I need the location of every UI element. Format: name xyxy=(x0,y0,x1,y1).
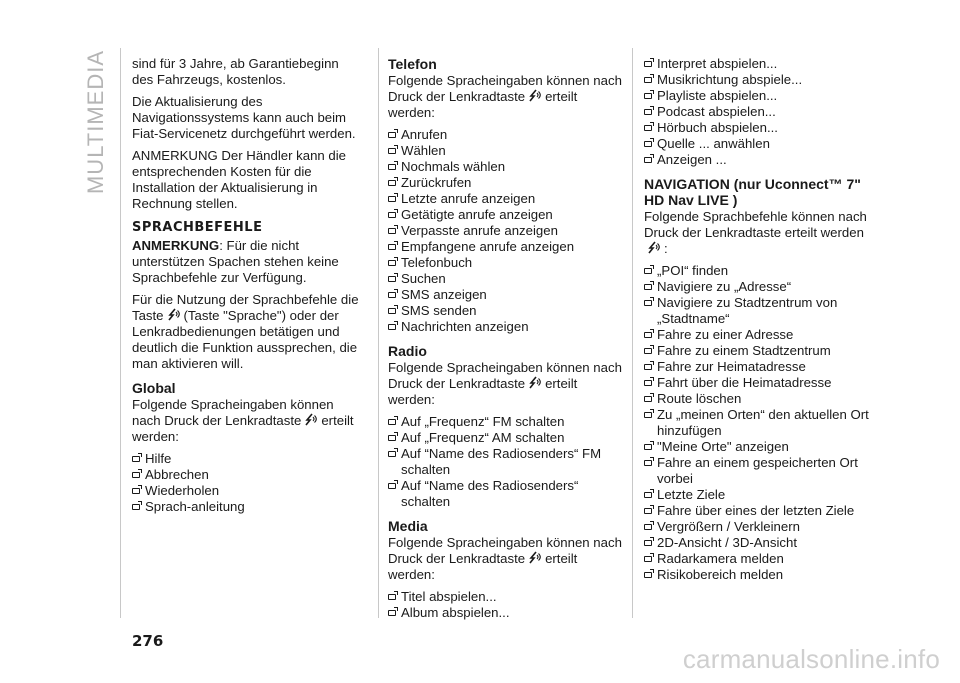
bullet-icon xyxy=(388,148,396,154)
list-item xyxy=(644,391,876,407)
list-item xyxy=(644,519,876,535)
heading-navigation: NAVIGATION (nur Uconnect™ 7" HD Nav LIVE ) xyxy=(644,176,861,208)
list-item-text: Nochmals wählen xyxy=(401,159,506,174)
voice-command-icon xyxy=(304,413,318,427)
list-item-text: Fahre zu einem Stadtzentrum xyxy=(657,343,831,358)
bullet-icon xyxy=(644,157,652,163)
telefon-command-list xyxy=(388,127,624,335)
bullet-icon xyxy=(644,444,652,450)
list-item-text: Nachrichten anzeigen xyxy=(401,319,529,334)
list-item xyxy=(388,271,624,287)
list-item xyxy=(644,343,876,359)
list-item xyxy=(644,136,876,152)
navigation-command-list xyxy=(644,263,876,583)
watermark: carmanualsonline.info xyxy=(682,644,940,674)
list-item xyxy=(388,175,624,191)
paragraph-warranty: sind für 3 Jahre, ab Garantiebeginn des Fahrzeugs, kostenlos. xyxy=(132,56,339,87)
bullet-icon xyxy=(388,324,396,330)
list-item-text: Hörbuch abspielen... xyxy=(657,120,778,135)
list-item xyxy=(644,359,876,375)
list-item-text: Fahrt über die Heimatadresse xyxy=(657,375,832,390)
bullet-icon xyxy=(388,180,396,186)
list-item xyxy=(388,589,624,605)
list-item-text: 2D-Ansicht / 3D-Ansicht xyxy=(657,535,797,550)
list-item xyxy=(388,319,624,335)
list-item xyxy=(388,239,624,255)
bullet-icon xyxy=(388,212,396,218)
bullet-icon xyxy=(644,93,652,99)
list-item xyxy=(644,551,876,567)
bullet-icon xyxy=(388,244,396,250)
list-item-text: Verpasste anrufe anzeigen xyxy=(401,223,558,238)
list-item xyxy=(644,455,876,487)
bullet-icon xyxy=(388,594,396,600)
list-item xyxy=(388,478,624,510)
list-item-text: Vergrößern / Verkleinern xyxy=(657,519,800,534)
list-item-text: Zurückrufen xyxy=(401,175,472,190)
list-item-text: SMS senden xyxy=(401,303,477,318)
list-item xyxy=(388,143,624,159)
heading-sprachbefehle: SPRACHBEFEHLE xyxy=(132,220,263,235)
list-item-text: Suchen xyxy=(401,271,446,286)
bullet-icon xyxy=(388,483,396,489)
paragraph-radio-intro: Folgende Spracheingaben können nach Druck der Lenkradtaste erteilt werden: xyxy=(388,360,622,407)
bullet-icon xyxy=(644,364,652,370)
list-item-text: „POI“ finden xyxy=(657,263,729,278)
list-item-text: SMS anzeigen xyxy=(401,287,487,302)
heading-radio: Radio xyxy=(388,343,427,359)
bullet-icon xyxy=(644,268,652,274)
list-item-text: Auf “Name des Radiosenders“ schalten xyxy=(401,478,579,509)
voice-command-icon xyxy=(167,308,181,322)
list-item-text: Risikobereich melden xyxy=(657,567,784,582)
list-item xyxy=(644,72,876,88)
bullet-icon xyxy=(644,300,652,306)
list-item-text: Sprach-anleitung xyxy=(145,499,245,514)
list-item xyxy=(388,303,624,319)
column-1 xyxy=(132,56,362,519)
heading-global: Global xyxy=(132,380,176,396)
list-item xyxy=(388,446,624,478)
bullet-icon xyxy=(388,419,396,425)
paragraph-global-intro: Folgende Spracheingaben können nach Druck der Lenkradtaste erteilt werden: xyxy=(132,397,354,444)
list-item xyxy=(644,487,876,503)
list-item-text: Wiederholen xyxy=(145,483,220,498)
bullet-icon xyxy=(132,456,140,462)
list-item-text: Auf „Frequenz“ AM schalten xyxy=(401,430,565,445)
list-item-text: Letzte anrufe anzeigen xyxy=(401,191,536,206)
bullet-icon xyxy=(388,610,396,616)
bullet-icon xyxy=(388,451,396,457)
list-item xyxy=(644,327,876,343)
radio-command-list xyxy=(388,414,624,510)
paragraph-language-note: ANMERKUNG: Für die nicht unterstützen Spachen stehen keine Sprachbefehle zur Verfügung. xyxy=(132,238,339,285)
list-item xyxy=(644,407,876,439)
column-3 xyxy=(644,56,876,587)
list-item-text: Telefonbuch xyxy=(401,255,473,270)
voice-command-icon xyxy=(528,551,542,565)
paragraph-usage: Für die Nutzung der Sprachbefehle die Taste (Taste "Sprache") oder der Lenkradbedienungen betätigen und deutlich die Funktion aussprechen, die man aktivieren will. xyxy=(132,292,359,371)
list-item xyxy=(644,56,876,72)
bullet-icon xyxy=(644,412,652,418)
bullet-icon xyxy=(644,284,652,290)
list-item xyxy=(644,567,876,583)
paragraph-media-intro: Folgende Spracheingaben können nach Druck der Lenkradtaste erteilt werden: xyxy=(388,535,622,582)
bullet-icon xyxy=(644,540,652,546)
list-item xyxy=(388,605,624,621)
bullet-icon xyxy=(644,77,652,83)
bullet-icon xyxy=(388,292,396,298)
list-item-text: Abbrechen xyxy=(145,467,209,482)
list-item xyxy=(644,535,876,551)
heading-telefon: Telefon xyxy=(388,56,437,72)
list-item-text: "Meine Orte" anzeigen xyxy=(657,439,789,454)
bullet-icon xyxy=(644,380,652,386)
paragraph-dealer-note: ANMERKUNG Der Händler kann die entsprechenden Kosten für die Installation der Aktualisierung in Rechnung stellen. xyxy=(132,148,347,211)
list-item-text: Radarkamera melden xyxy=(657,551,784,566)
list-item xyxy=(388,430,624,446)
list-item-text: Anzeigen ... xyxy=(657,152,727,167)
list-item-text: Hilfe xyxy=(145,451,172,466)
list-item-text: Route löschen xyxy=(657,391,742,406)
list-item-text: Empfangene anrufe anzeigen xyxy=(401,239,575,254)
list-item xyxy=(388,223,624,239)
list-item xyxy=(644,104,876,120)
side-divider xyxy=(120,48,121,618)
list-item-text: Getätigte anrufe anzeigen xyxy=(401,207,553,222)
bullet-icon xyxy=(388,260,396,266)
bullet-icon xyxy=(644,572,652,578)
list-item xyxy=(388,191,624,207)
list-item xyxy=(388,414,624,430)
list-item xyxy=(644,503,876,519)
paragraph-telefon-intro: Folgende Spracheingaben können nach Druck der Lenkradtaste erteilt werden: xyxy=(388,73,622,120)
list-item xyxy=(644,120,876,136)
list-item-text: Letzte Ziele xyxy=(657,487,726,502)
list-item-text: Zu „meinen Orten“ den aktuellen Ort hinzufügen xyxy=(657,407,869,438)
list-item xyxy=(132,499,362,515)
list-item-text: Quelle ... anwählen xyxy=(657,136,770,151)
list-item xyxy=(388,287,624,303)
voice-command-icon xyxy=(528,89,542,103)
list-item xyxy=(644,295,876,327)
list-item xyxy=(644,375,876,391)
list-item xyxy=(644,279,876,295)
bullet-icon xyxy=(132,504,140,510)
heading-media: Media xyxy=(388,518,428,534)
section-title-vertical: MULTIMEDIA xyxy=(83,49,108,195)
page-number: 276 xyxy=(132,632,164,650)
list-item-text: Anrufen xyxy=(401,127,448,142)
bullet-icon xyxy=(644,508,652,514)
bullet-icon xyxy=(388,164,396,170)
bullet-icon xyxy=(644,332,652,338)
list-item xyxy=(644,439,876,455)
list-item-text: Interpret abspielen... xyxy=(657,56,778,71)
bullet-icon xyxy=(644,396,652,402)
bullet-icon xyxy=(644,460,652,466)
paragraph-navigation-intro: Folgende Sprachbefehle können nach Druck der Lenkradtaste erteilt werden: xyxy=(644,209,867,256)
list-item xyxy=(644,263,876,279)
list-item xyxy=(132,467,362,483)
list-item-text: Titel abspielen... xyxy=(401,589,497,604)
bullet-icon xyxy=(388,196,396,202)
list-item-text: Navigiere zu „Adresse“ xyxy=(657,279,792,294)
column-divider-1 xyxy=(378,48,379,618)
list-item-text: Fahre zur Heimatadresse xyxy=(657,359,806,374)
list-item xyxy=(388,255,624,271)
list-item-text: Navigiere zu Stadtzentrum von „Stadtname“ xyxy=(657,295,838,326)
media-command-list xyxy=(388,589,624,621)
list-item-text: Wählen xyxy=(401,143,446,158)
list-item xyxy=(388,127,624,143)
list-item xyxy=(644,152,876,168)
bullet-icon xyxy=(132,472,140,478)
media-command-list-continued xyxy=(644,56,876,168)
list-item-text: Auf “Name des Radiosenders“ FM schalten xyxy=(401,446,602,477)
bullet-icon xyxy=(644,109,652,115)
voice-command-icon xyxy=(528,376,542,390)
bullet-icon xyxy=(644,524,652,530)
list-item-text: Playliste abspielen... xyxy=(657,88,778,103)
list-item-text: Fahre an einem gespeicherten Ort vorbei xyxy=(657,455,858,486)
bullet-icon xyxy=(388,435,396,441)
bullet-icon xyxy=(388,132,396,138)
list-item-text: Musikrichtung abspiele... xyxy=(657,72,803,87)
list-item xyxy=(644,88,876,104)
bullet-icon xyxy=(644,61,652,67)
bullet-icon xyxy=(132,488,140,494)
bullet-icon xyxy=(644,348,652,354)
list-item xyxy=(132,451,362,467)
column-2 xyxy=(388,56,624,625)
bullet-icon xyxy=(644,125,652,131)
voice-command-icon xyxy=(647,241,661,255)
column-divider-2 xyxy=(632,48,633,618)
bullet-icon xyxy=(644,492,652,498)
bullet-icon xyxy=(388,308,396,314)
list-item-text: Auf „Frequenz“ FM schalten xyxy=(401,414,565,429)
list-item xyxy=(388,207,624,223)
bullet-icon xyxy=(644,556,652,562)
list-item-text: Podcast abspielen... xyxy=(657,104,776,119)
global-command-list xyxy=(132,451,362,515)
list-item xyxy=(388,159,624,175)
list-item xyxy=(132,483,362,499)
list-item-text: Fahre über eines der letzten Ziele xyxy=(657,503,855,518)
paragraph-update: Die Aktualisierung des Navigationssystems kann auch beim Fiat-Servicenetz durchgeführt werden. xyxy=(132,94,356,141)
list-item-text: Album abspielen... xyxy=(401,605,510,620)
bullet-icon xyxy=(388,228,396,234)
list-item-text: Fahre zu einer Adresse xyxy=(657,327,794,342)
bullet-icon xyxy=(644,141,652,147)
bullet-icon xyxy=(388,276,396,282)
